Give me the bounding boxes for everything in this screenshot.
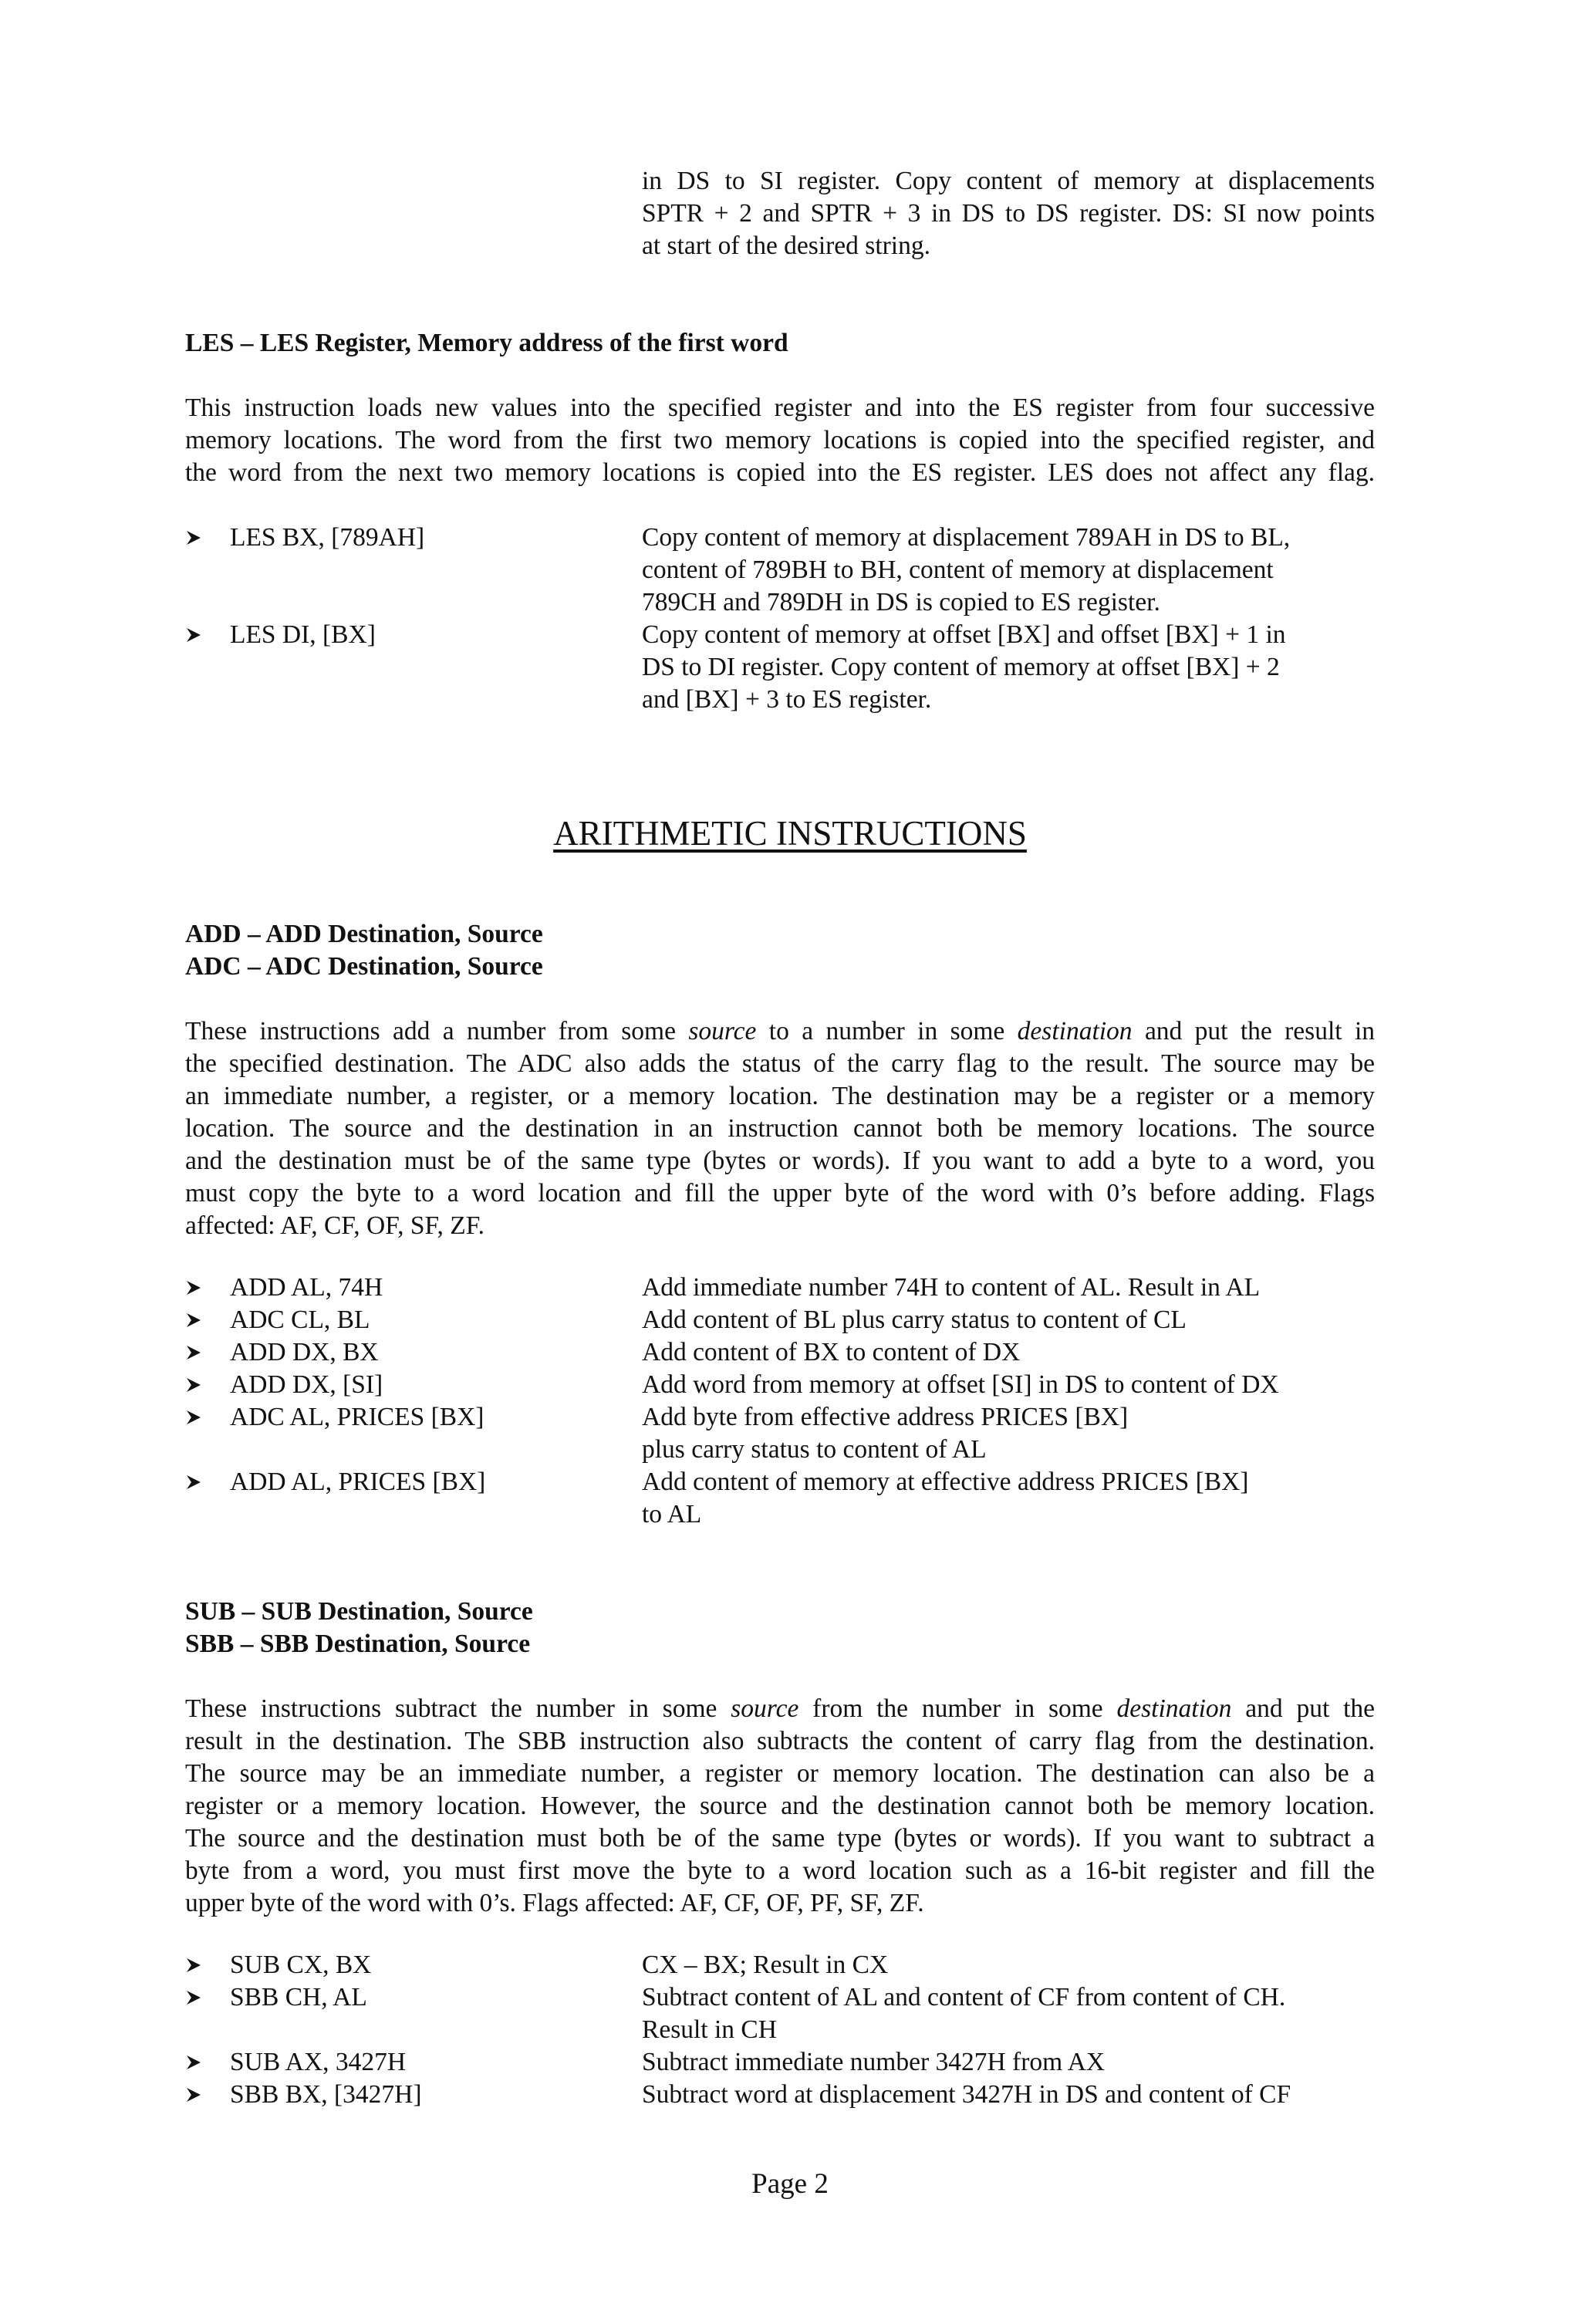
arrowhead-bullet-icon <box>185 1401 230 1466</box>
example-row <box>185 522 1420 619</box>
les-examples-list <box>185 522 1420 716</box>
add-heading: ADD – ADD Destination, Source <box>185 920 543 948</box>
add-paragraph-line: affected: AF, CF, OF, SF, ZF. <box>185 1211 485 1240</box>
section-title: ARITHMETIC INSTRUCTIONS <box>553 814 1027 853</box>
example-command: ADD AL, 74H <box>230 1273 383 1302</box>
example-row <box>185 1272 1420 1304</box>
sub-paragraph-line: The source and the destination must both be of the same type (bytes or words). If you want to subtract a <box>185 1824 1375 1853</box>
example-row <box>185 1466 1420 1531</box>
les-heading: LES – LES Register, Memory address of the first word <box>185 329 788 357</box>
example-command: LES BX, [789AH] <box>230 523 425 552</box>
description-line: Add content of BX to content of DX <box>642 1338 1021 1366</box>
arrowhead-bullet-icon <box>185 1272 230 1304</box>
sub-paragraph-line: byte from a word, you must first move the byte to a word location such as a 16-bit register and fill the <box>185 1856 1375 1885</box>
description-line: to AL <box>642 1500 702 1529</box>
add-paragraph-line: must copy the byte to a word location and fill the upper byte of the word with 0’s before adding. Flags <box>185 1179 1375 1208</box>
add-paragraph <box>185 1015 1375 1242</box>
description-line: Subtract word at displacement 3427H in DS and content of CF <box>642 2080 1291 2109</box>
arrowhead-bullet-icon <box>185 619 230 716</box>
description-line: Add word from memory at offset [SI] in DS to content of DX <box>642 1370 1279 1399</box>
add-paragraph-line: an immediate number, a register, or a memory location. The destination may be a register or a memory <box>185 1082 1375 1110</box>
page-number: Page 2 <box>751 2168 829 2200</box>
example-row <box>185 1949 1420 1981</box>
text-span: and put the result in <box>1144 1017 1376 1045</box>
italic-term: source <box>731 1694 799 1723</box>
add-paragraph-line <box>185 1015 1375 1048</box>
intro-line: in DS to SI register. Copy content of memory at displacements <box>642 167 1375 195</box>
example-row <box>185 619 1420 716</box>
description-line: Subtract immediate number 3427H from AX <box>642 2048 1106 2076</box>
les-paragraph-line: the word from the next two memory locations is copied into the ES register. LES does not affect any flag. <box>185 458 1375 487</box>
example-command: ADC CL, BL <box>230 1306 370 1334</box>
description-line: Subtract content of AL and content of CF from content of CH. <box>642 1983 1286 2012</box>
example-description <box>642 619 1413 716</box>
arrowhead-bullet-icon <box>185 2046 230 2079</box>
example-row <box>185 2079 1420 2111</box>
sbb-heading: SBB – SBB Destination, Source <box>185 1630 531 1658</box>
text-span: to a number in some <box>768 1017 1005 1045</box>
example-description <box>642 2046 1413 2079</box>
text-span: from the number in some <box>812 1694 1103 1723</box>
example-description <box>642 1304 1413 1336</box>
example-description <box>642 1981 1413 2046</box>
sub-paragraph-line: register or a memory location. However, the source and the destination cannot both be memory location. <box>185 1792 1375 1820</box>
example-description <box>642 1272 1413 1304</box>
les-paragraph-line: memory locations. The word from the first two memory locations is copied into the specified register, and <box>185 426 1375 454</box>
example-command: ADC AL, PRICES [BX] <box>230 1403 484 1431</box>
example-command: SBB CH, AL <box>230 1983 367 2012</box>
adc-heading: ADC – ADC Destination, Source <box>185 952 543 981</box>
arrowhead-bullet-icon <box>185 1369 230 1401</box>
example-row <box>185 1401 1420 1466</box>
sub-heading: SUB – SUB Destination, Source <box>185 1597 533 1626</box>
arrowhead-bullet-icon <box>185 522 230 619</box>
example-row <box>185 2046 1420 2079</box>
example-description <box>642 1949 1413 1981</box>
description-line: Add content of BL plus carry status to content of CL <box>642 1306 1187 1334</box>
arrowhead-bullet-icon <box>185 2079 230 2111</box>
example-row <box>185 1369 1420 1401</box>
italic-term: source <box>688 1017 757 1045</box>
description-line: DS to DI register. Copy content of memory at offset [BX] + 2 <box>642 653 1280 681</box>
arrowhead-bullet-icon <box>185 1336 230 1369</box>
example-command: SUB AX, 3427H <box>230 2048 407 2076</box>
add-paragraph-line: the specified destination. The ADC also adds the status of the carry flag to the result. The source may be <box>185 1049 1375 1078</box>
example-description <box>642 1466 1413 1531</box>
example-command: ADD DX, [SI] <box>230 1370 383 1399</box>
example-command: SUB CX, BX <box>230 1951 372 1979</box>
sub-examples-list <box>185 1949 1420 2111</box>
add-paragraph-line: and the destination must be of the same type (bytes or words). If you want to add a byte to a word, you <box>185 1147 1375 1175</box>
example-command: ADD AL, PRICES [BX] <box>230 1468 486 1496</box>
italic-term: destination <box>1116 1694 1232 1723</box>
sub-paragraph-line <box>185 1693 1375 1725</box>
description-line: plus carry status to content of AL <box>642 1435 987 1464</box>
description-line: Copy content of memory at offset [BX] and offset [BX] + 1 in <box>642 620 1286 649</box>
example-description <box>642 1336 1413 1369</box>
description-line: and [BX] + 3 to ES register. <box>642 685 932 714</box>
example-command: SBB BX, [3427H] <box>230 2080 422 2109</box>
sub-paragraph <box>185 1693 1375 1920</box>
description-line: content of 789BH to BH, content of memory at displacement <box>642 556 1274 584</box>
intro-paragraph <box>642 165 1375 262</box>
example-description <box>642 2079 1413 2111</box>
description-line: Add content of memory at effective address PRICES [BX] <box>642 1468 1249 1496</box>
description-line: 789CH and 789DH in DS is copied to ES register. <box>642 588 1160 616</box>
arrowhead-bullet-icon <box>185 1949 230 1981</box>
example-row <box>185 1336 1420 1369</box>
example-description <box>642 1401 1413 1466</box>
description-line: Add byte from effective address PRICES [BX] <box>642 1403 1129 1431</box>
intro-line: at start of the desired string. <box>642 231 930 260</box>
sub-paragraph-line: The source may be an immediate number, a register or memory location. The destination can also be a <box>185 1759 1375 1788</box>
text-span: These instructions subtract the number in some <box>185 1694 717 1723</box>
example-description <box>642 522 1413 619</box>
italic-term: destination <box>1017 1017 1133 1045</box>
intro-line: SPTR + 2 and SPTR + 3 in DS to DS register. DS: SI now points <box>642 199 1375 228</box>
example-command: LES DI, [BX] <box>230 620 376 649</box>
example-description <box>642 1369 1413 1401</box>
description-line: CX – BX; Result in CX <box>642 1951 889 1979</box>
description-line: Add immediate number 74H to content of AL. Result in AL <box>642 1273 1261 1302</box>
sub-paragraph-line: upper byte of the word with 0’s. Flags affected: AF, CF, OF, PF, SF, ZF. <box>185 1889 924 1917</box>
add-examples-list <box>185 1272 1420 1531</box>
description-line: Result in CH <box>642 2015 777 2044</box>
text-span: and put the <box>1245 1694 1376 1723</box>
add-paragraph-line: location. The source and the destination in an instruction cannot both be memory locations. The source <box>185 1114 1375 1143</box>
arrowhead-bullet-icon <box>185 1466 230 1531</box>
example-row <box>185 1981 1420 2046</box>
description-line: Copy content of memory at displacement 789AH in DS to BL, <box>642 523 1291 552</box>
example-row <box>185 1304 1420 1336</box>
example-command: ADD DX, BX <box>230 1338 379 1366</box>
arrowhead-bullet-icon <box>185 1981 230 2046</box>
les-paragraph-line: This instruction loads new values into the specified register and into the ES register from four successive <box>185 394 1375 422</box>
sub-paragraph-line: result in the destination. The SBB instruction also subtracts the content of carry flag from the destination. <box>185 1727 1375 1755</box>
text-span: These instructions add a number from some <box>185 1017 676 1045</box>
arrowhead-bullet-icon <box>185 1304 230 1336</box>
les-paragraph <box>185 392 1375 489</box>
